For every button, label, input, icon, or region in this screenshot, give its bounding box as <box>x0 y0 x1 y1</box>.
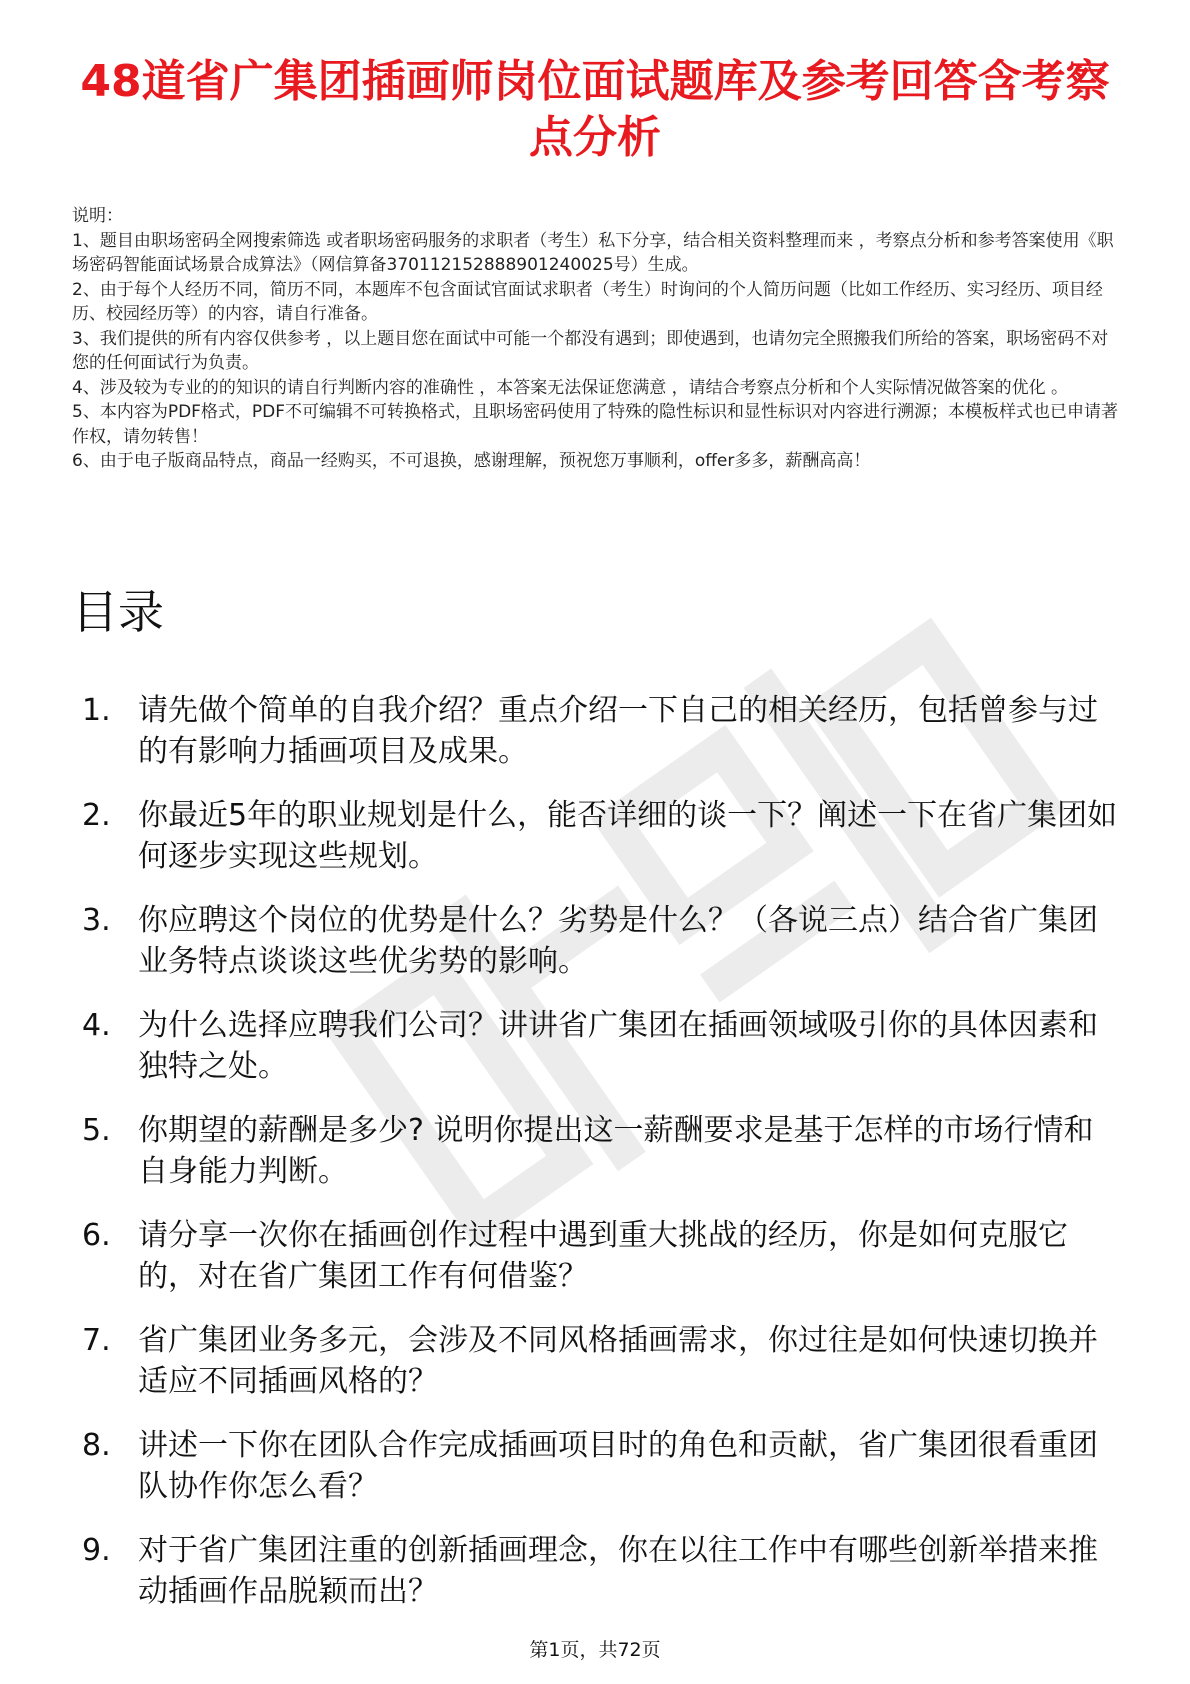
page-footer: 第1页，共72页 <box>529 1639 661 1661</box>
toc-item-number: 3. <box>82 903 111 938</box>
toc-item[interactable] <box>72 795 1122 900</box>
toc-item-number: 7. <box>82 1323 111 1358</box>
toc-item-text: 讲述一下你在团队合作完成插画项目时的角色和贡献，省广集团很看重团队协作你怎么看？ <box>138 1428 1098 1504</box>
toc-item-number: 8. <box>82 1428 111 1463</box>
toc-item-text: 你期望的薪酬是多少? 说明你提出这一薪酬要求是基于怎样的市场行情和自身能力判断。 <box>138 1113 1094 1189</box>
toc-item-text: 请先做个简单的自我介绍？重点介绍一下自己的相关经历，包括曾参与过的有影响力插画项目及成果。 <box>138 693 1098 769</box>
toc-item-number: 5. <box>82 1113 111 1148</box>
toc-item-number: 2. <box>82 798 111 833</box>
toc-item-number: 4. <box>82 1008 111 1043</box>
toc-item-text: 你应聘这个岗位的优势是什么？劣势是什么？（各说三点）结合省广集团业务特点谈谈这些优劣势的影响。 <box>138 903 1098 979</box>
document-title: 48道省广集团插画师岗位面试题库及参考回答含考察点分析 <box>80 56 1110 163</box>
toc-item[interactable] <box>72 1215 1122 1320</box>
toc-item-text: 为什么选择应聘我们公司？讲讲省广集团在插画领域吸引你的具体因素和独特之处。 <box>138 1008 1098 1084</box>
note-item: 3、我们提供的所有内容仅供参考 ，以上题目您在面试中可能一个都没有遇到；即使遇到，也请勿完全照搬我们所给的答案，职场密码不对您的任何面试行为负责。 <box>72 328 1109 373</box>
table-of-contents <box>72 690 1122 1635</box>
note-item: 5、本内容为PDF格式，PDF不可编辑不可转换格式，且职场密码使用了特殊的隐性标识和显性标识对内容进行溯源；本模板样式也已申请著作权，请勿转售！ <box>72 402 1119 447</box>
toc-item[interactable] <box>72 1320 1122 1425</box>
notes-heading: 说明： <box>72 206 123 226</box>
toc-item[interactable] <box>72 1110 1122 1215</box>
toc-item-text: 对于省广集团注重的创新插画理念，你在以往工作中有哪些创新举措来推动插画作品脱颖而出？ <box>138 1533 1098 1609</box>
toc-item-number: 6. <box>82 1218 111 1253</box>
note-item: 6、由于电子版商品特点，商品一经购买，不可退换，感谢理解，预祝您万事顺利，offer多多，薪酬高高！ <box>72 451 871 471</box>
note-item: 1、题目由职场密码全网搜索筛选 或者职场密码服务的求职者（考生）私下分享，结合相关资料整理而来 ，考察点分析和参考答案使用《职场密码智能面试场景合成算法》（网信算备370112152888901240025号）生成。 <box>72 230 1114 275</box>
toc-item-text: 省广集团业务多元，会涉及不同风格插画需求，你过往是如何快速切换并适应不同插画风格的？ <box>138 1323 1098 1399</box>
note-item: 2、由于每个人经历不同，简历不同，本题库不包含面试官面试求职者（考生）时询问的个人简历问题（比如工作经历、实习经历、项目经历、校园经历等）的内容，请自行准备。 <box>72 279 1103 324</box>
toc-item-number: 1. <box>82 693 111 728</box>
toc-item[interactable] <box>72 1425 1122 1530</box>
toc-item[interactable] <box>72 1530 1122 1635</box>
toc-heading: 目录 <box>72 585 164 639</box>
note-item: 4、涉及较为专业的的知识的请自行判断内容的准确性 ，本答案无法保证您满意 ，请结合考察点分析和个人实际情况做答案的优化 。 <box>72 377 1069 398</box>
toc-item-number: 9. <box>82 1533 111 1568</box>
notes-section <box>72 204 1122 474</box>
toc-item-text: 你最近5年的职业规划是什么，能否详细的谈一下？阐述一下在省广集团如何逐步实现这些规划。 <box>138 798 1118 874</box>
toc-item[interactable] <box>72 690 1122 795</box>
toc-item-text: 请分享一次你在插画创作过程中遇到重大挑战的经历，你是如何克服它的，对在省广集团工作有何借鉴？ <box>138 1218 1068 1294</box>
toc-item[interactable] <box>72 900 1122 1005</box>
toc-item[interactable] <box>72 1005 1122 1110</box>
